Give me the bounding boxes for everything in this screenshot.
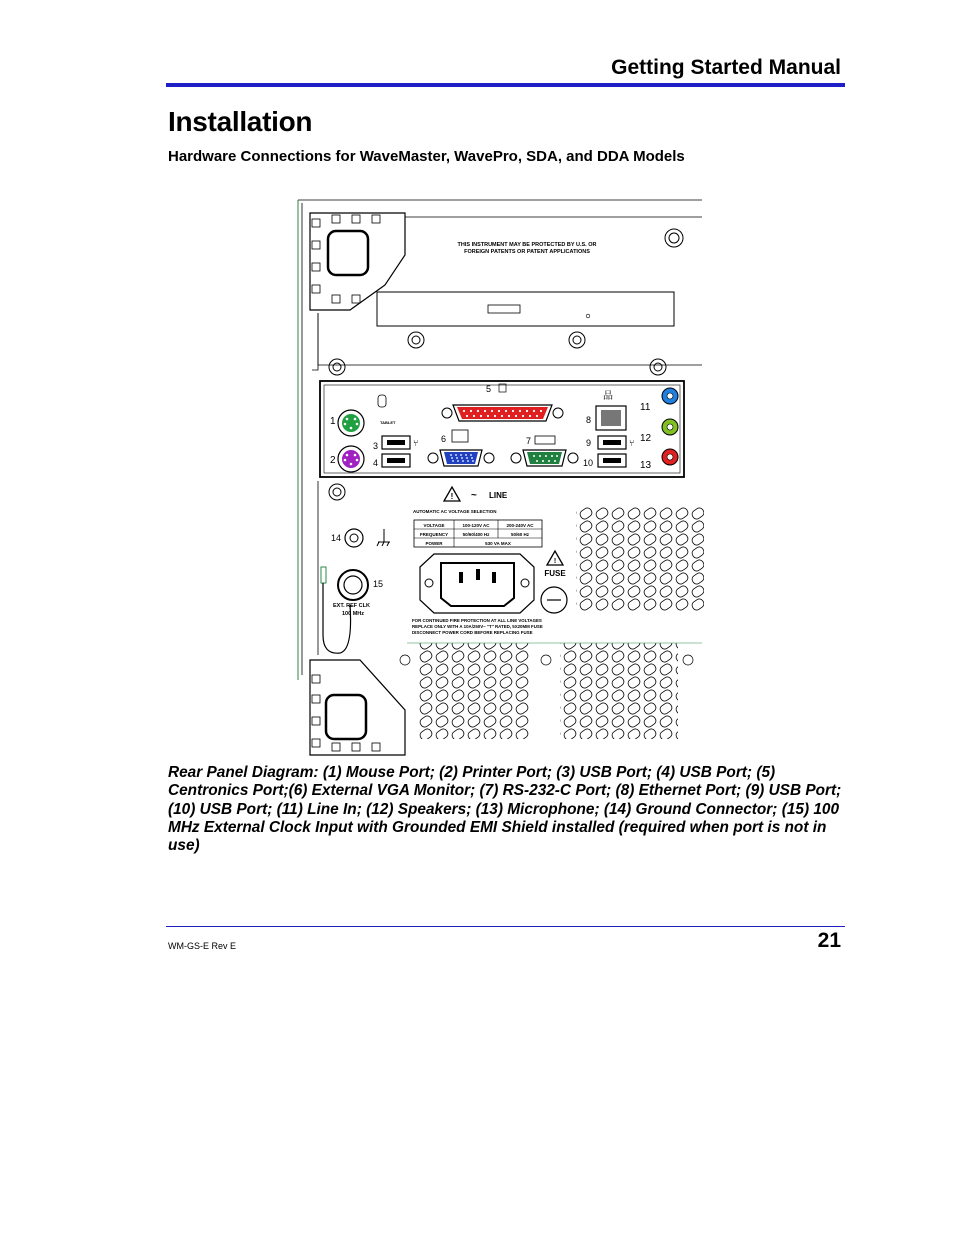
svg-text:200-240V AC: 200-240V AC xyxy=(506,523,534,528)
port-number-11: 11 xyxy=(640,402,651,413)
voltage-heading: AUTOMATIC AC VOLTAGE SELECTION xyxy=(413,509,497,514)
serial-icon xyxy=(535,436,555,444)
page-title: Installation xyxy=(168,106,313,137)
centronics-port[interactable] xyxy=(457,407,548,419)
clk-label-2: 100 MHz xyxy=(342,611,365,617)
svg-text:!: ! xyxy=(450,492,454,501)
port-number-7: 7 xyxy=(526,436,532,446)
clk-label-1: EXT. REF CLK xyxy=(333,603,370,609)
port-number-6: 6 xyxy=(441,434,447,444)
patent-text-2: FOREIGN PATENTS OR PATENT APPLICATIONS xyxy=(464,249,590,255)
line-label: LINE xyxy=(489,491,508,500)
voltage-table xyxy=(414,520,542,547)
svg-text:50/60 Hz: 50/60 Hz xyxy=(510,532,530,537)
header-rule xyxy=(166,83,845,87)
vent-grille-bottom-left xyxy=(418,643,530,739)
port-number-14: 14 xyxy=(331,533,342,543)
ac-tilde-icon: ~ xyxy=(471,490,477,501)
svg-text:!: ! xyxy=(553,558,557,565)
ground-connector[interactable] xyxy=(345,529,363,547)
network-icon: 品 xyxy=(603,391,613,402)
page-number: 21 xyxy=(817,929,841,952)
rs232-port[interactable] xyxy=(527,452,562,464)
svg-text:100-120V AC: 100-120V AC xyxy=(462,523,490,528)
rear-panel-diagram xyxy=(290,195,705,760)
vent-grille-bottom-right xyxy=(560,643,678,739)
tablet-label: TABLET xyxy=(380,420,396,425)
port-number-13: 13 xyxy=(640,460,652,471)
svg-text:POWER: POWER xyxy=(425,541,443,546)
fuse-note-1: FOR CONTINUED FIRE PROTECTION AT ALL LINE VOLTAGES xyxy=(412,618,542,623)
port-number-1: 1 xyxy=(330,416,336,427)
svg-text:VOLTAGE: VOLTAGE xyxy=(423,523,445,528)
port-number-9: 9 xyxy=(586,438,592,448)
port-number-4: 4 xyxy=(373,458,379,468)
document-id: WM-GS-E Rev E xyxy=(168,941,237,951)
mouse-icon xyxy=(378,395,386,407)
port-number-15: 15 xyxy=(373,579,384,589)
port-number-2: 2 xyxy=(330,455,336,466)
port-number-10: 10 xyxy=(583,458,594,468)
section-subtitle: Hardware Connections for WaveMaster, WavePro, SDA, and DDA Models xyxy=(168,148,685,165)
fuse-note-2: REPLACE ONLY WITH A 10A/250V~ "T" RATED, 5X20MM FUSE xyxy=(412,624,543,629)
svg-text:FREQUENCY: FREQUENCY xyxy=(419,532,449,537)
svg-text:50/60/400 Hz: 50/60/400 Hz xyxy=(462,532,490,537)
figure-caption: Rear Panel Diagram: (1) Mouse Port; (2) Printer Port; (3) USB Port; (4) USB Port; (5) Centronics Port;(6) External VGA Monitor; (7) RS-232-C Port; (8) Ethernet Port; (9) USB Port; (10) USB Port; (11) Line In; (12) Speakers; (13) Microphone; (14) Ground Connector; (15) 100 MHz External Clock Input with Grounded EMI Shield installed (required when port is not in use) xyxy=(168,764,842,855)
vent-grille-right xyxy=(576,507,704,611)
usb-icon-right: ⑂ xyxy=(629,438,635,448)
fuse-note-3: DISCONNECT POWER CORD BEFORE REPLACING FUSE xyxy=(412,630,533,635)
footer-rule xyxy=(166,926,845,927)
port-number-8: 8 xyxy=(586,415,592,425)
usb-icon: ⑂ xyxy=(413,438,419,448)
ethernet-port[interactable] xyxy=(601,410,621,426)
monitor-icon xyxy=(452,430,468,442)
port-number-5: 5 xyxy=(486,384,492,394)
header-title: Getting Started Manual xyxy=(611,56,841,79)
fuse-label: FUSE xyxy=(544,569,566,578)
patent-text-1: THIS INSTRUMENT MAY BE PROTECTED BY U.S. OR xyxy=(457,242,597,248)
svg-text:530 VA MAX: 530 VA MAX xyxy=(485,541,511,546)
ext-clk-input[interactable] xyxy=(338,570,368,600)
ground-icon xyxy=(377,529,390,546)
port-number-3: 3 xyxy=(373,441,379,451)
port-number-12: 12 xyxy=(640,433,652,444)
